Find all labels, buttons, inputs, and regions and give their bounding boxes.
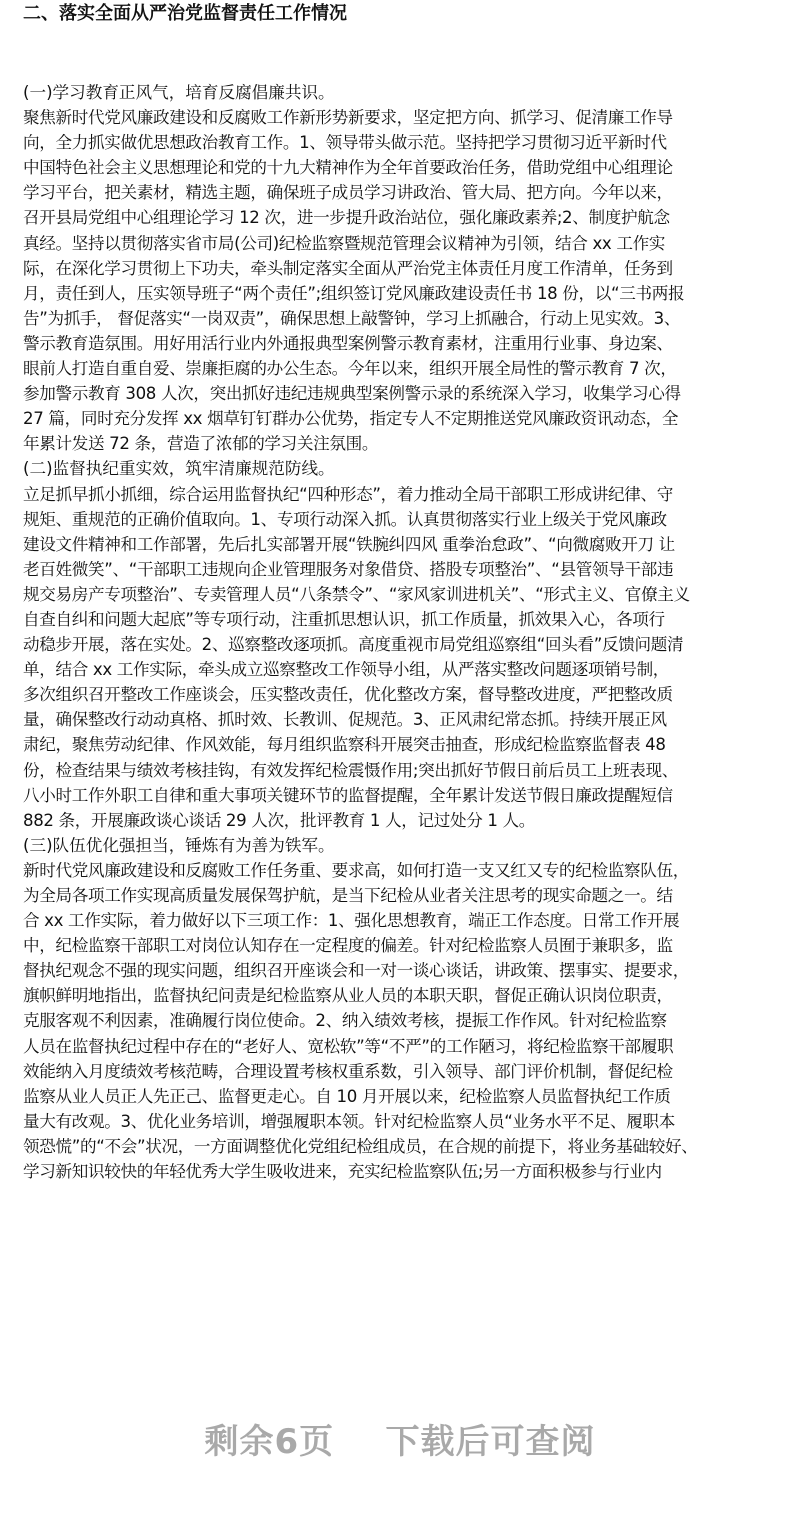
- paragraph-line: 肃纪，聚焦劳动纪律、作风效能，每月组织监察科开展突击抽查，形成纪检监察监督表 48: [23, 735, 666, 755]
- paragraph-line: 聚焦新时代党风廉政建设和反腐败工作新形势新要求，坚定把方向、抓学习、促清廉工作导: [23, 108, 673, 128]
- subsection-title: (一)学习教育正风气，培育反腐倡廉共识。: [23, 83, 335, 102]
- paragraph-line: 合 xx 工作实际，着力做好以下三项工作：1、强化思想教育，端正工作态度。日常工作开展: [23, 911, 680, 931]
- paragraph-line: 新时代党风廉政建设和反腐败工作任务重、要求高，如何打造一支又红又专的纪检监察队伍，: [23, 860, 689, 880]
- paragraph-line: 27 篇，同时充分发挥 xx 烟草钉钉群办公优势，指定专人不定期推送党风廉政资讯动态，全: [23, 409, 679, 429]
- paragraph-line: 份，检查结果与绩效考核挂钩，有效发挥纪检震慑作用;突出抓好节假日前后员工上班表现、: [23, 760, 678, 780]
- paragraph-line: 参加警示教育 308 人次，突出抓好违纪违规典型案例警示录的系统深入学习，收集学习心得: [23, 384, 681, 404]
- paragraph-line: 眼前人打造自重自爱、崇廉拒腐的办公生态。今年以来，组织开展全局性的警示教育 7 次，: [23, 359, 677, 379]
- subsection-title: (二)监督执纪重实效，筑牢清廉规范防线。: [23, 459, 335, 479]
- remaining-pages-text: 剩余6页: [204, 1422, 335, 1462]
- paragraph-line: 告”为抓手， 督促落实“一岗双责”，确保思想上敲警钟，学习上抓融合，行动上见实效。3、: [23, 308, 681, 328]
- download-banner[interactable]: [0, 1414, 800, 1463]
- paragraph-line: 学习平台，把关素材，精选主题，确保班子成员学习讲政治、管大局、把方向。今年以来，: [23, 183, 673, 203]
- paragraph-line: 中国特色社会主义思想理论和党的十九大精神作为全年首要政治任务，借助党组中心组理论: [23, 158, 673, 178]
- paragraph-line: 多次组织召开整改工作座谈会，压实整改责任，优化整改方案，督导整改进度，严把整改质: [23, 685, 673, 705]
- paragraph-line: 向，全力抓实做优思想政治教育工作。1、领导带头做示范。坚持把学习贯彻习近平新时代: [23, 133, 667, 153]
- paragraph-line: 克服客观不利因素，准确履行岗位使命。2、纳入绩效考核，提振工作作风。针对纪检监察: [23, 1011, 667, 1031]
- paragraph-line: 警示教育造氛围。用好用活行业内外通报典型案例警示教育素材，注重用行业事、身边案、: [23, 333, 673, 353]
- paragraph-line: 规交易房产专项整治”、专卖管理人员“八条禁令”、“家风家训进机关”、“形式主义、官僚主义: [23, 584, 690, 604]
- paragraph-line: 际，在深化学习贯彻上下功夫，牵头制定落实全面从严治党主体责任月度工作清单，任务到: [23, 258, 673, 278]
- paragraph-line: 量，确保整改行动动真格、抓时效、长教训、促规范。3、正风肃纪常态抓。持续开展正风: [23, 710, 667, 730]
- paragraph-line: 召开县局党组中心组理论学习 12 次，进一步提升政治站位，强化廉政素养;2、制度护航念: [23, 208, 670, 228]
- paragraph-line: 量大有改观。3、优化业务培训，增强履职本领。针对纪检监察人员“业务水平不足、履职本: [23, 1111, 675, 1131]
- paragraph-line: 真经。坚持以贯彻落实省市局(公司)纪检监察暨规范管理会议精神为引领，结合 xx 工作实: [23, 233, 666, 253]
- paragraph-line: 旗帜鲜明地指出，监督执纪问责是纪检监察从业人员的本职天职，督促正确认识岗位职责，: [23, 986, 673, 1006]
- paragraph-line: 中，纪检监察干部职工对岗位认知存在一定程度的偏差。针对纪检监察人员囿于兼职多，监: [23, 936, 673, 956]
- paragraph-line: 年累计发送 72 条，营造了浓郁的学习关注氛围。: [23, 434, 379, 454]
- section-2: [23, 456, 779, 832]
- paragraph-line: 自查自纠和问题大起底”等专项行动，注重抓思想认识，抓工作质量，抓效果入心，各项行: [23, 609, 665, 629]
- paragraph-line: 人员在监督执纪过程中存在的“老好人、宽松软”等“不严”的工作陋习，将纪检监察干部履职: [23, 1036, 674, 1056]
- paragraph-line: 督执纪观念不强的现实问题，组织召开座谈会和一对一谈心谈话，讲政策、摆事实、提要求，: [23, 961, 689, 981]
- section-3: [23, 833, 779, 1184]
- document-body: [23, 80, 779, 1184]
- paragraph-line: 为全局各项工作实现高质量发展保驾护航，是当下纪检从业者关注思考的现实命题之一。结: [23, 886, 673, 905]
- paragraph-line: 月，责任到人，压实领导班子“两个责任”;组织签订党风廉政建设责任书 18 份，以“三书两报: [23, 283, 685, 303]
- paragraph-line: 八小时工作外职工自律和重大事项关键环节的监督提醒，全年累计发送节假日廉政提醒短信: [23, 785, 673, 805]
- paragraph-line: 单，结合 xx 工作实际，牵头成立巡察整改工作领导小组，从严落实整改问题逐项销号制，: [23, 660, 670, 680]
- section-1: [23, 80, 779, 456]
- download-prompt-text: 下载后可查阅: [385, 1422, 596, 1462]
- paragraph-line: 动稳步开展，落在实处。2、巡察整改逐项抓。高度重视市局党组巡察组“回头看”反馈问题清: [23, 635, 684, 655]
- paragraph-line: 效能纳入月度绩效考核范畴，合理设置考核权重系数，引入领导、部门评价机制，督促纪检: [23, 1061, 673, 1081]
- paragraph-line: 学习新知识较快的年轻优秀大学生吸收进来，充实纪检监察队伍;另一方面积极参与行业内: [23, 1162, 662, 1182]
- paragraph-line: 建设文件精神和工作部署，先后扎实部署开展“铁腕纠四风 重拳治怠政”、“向微腐败开刀 让: [23, 534, 675, 554]
- subsection-title: (三)队伍优化强担当，锤炼有为善为铁军。: [23, 835, 335, 855]
- paragraph-line: 立足抓早抓小抓细，综合运用监督执纪“四种形态”，着力推动全局干部职工形成讲纪律、守: [23, 484, 673, 504]
- paragraph-line: 老百姓微笑”、“干部职工违规向企业管理服务对象借贷、搭股专项整治”、“县管领导干部违: [23, 559, 674, 579]
- paragraph-line: 监察从业人员正人先正己、监督更走心。自 10 月开展以来，纪检监察人员监督执纪工作质: [23, 1086, 671, 1106]
- paragraph-line: 规矩、重规范的正确价值取向。1、专项行动深入抓。认真贯彻落实行业上级关于党风廉政: [23, 509, 667, 529]
- paragraph-line: 领恐慌”的“不会”状况，一方面调整优化党组纪检组成员，在合规的前提下，将业务基础较好、: [23, 1136, 698, 1156]
- paragraph-line: 882 条，开展廉政谈心谈话 29 人次，批评教育 1 人，记过处分 1 人。: [23, 810, 536, 830]
- section-heading: 二、落实全面从严治党监督责任工作情况: [23, 3, 347, 24]
